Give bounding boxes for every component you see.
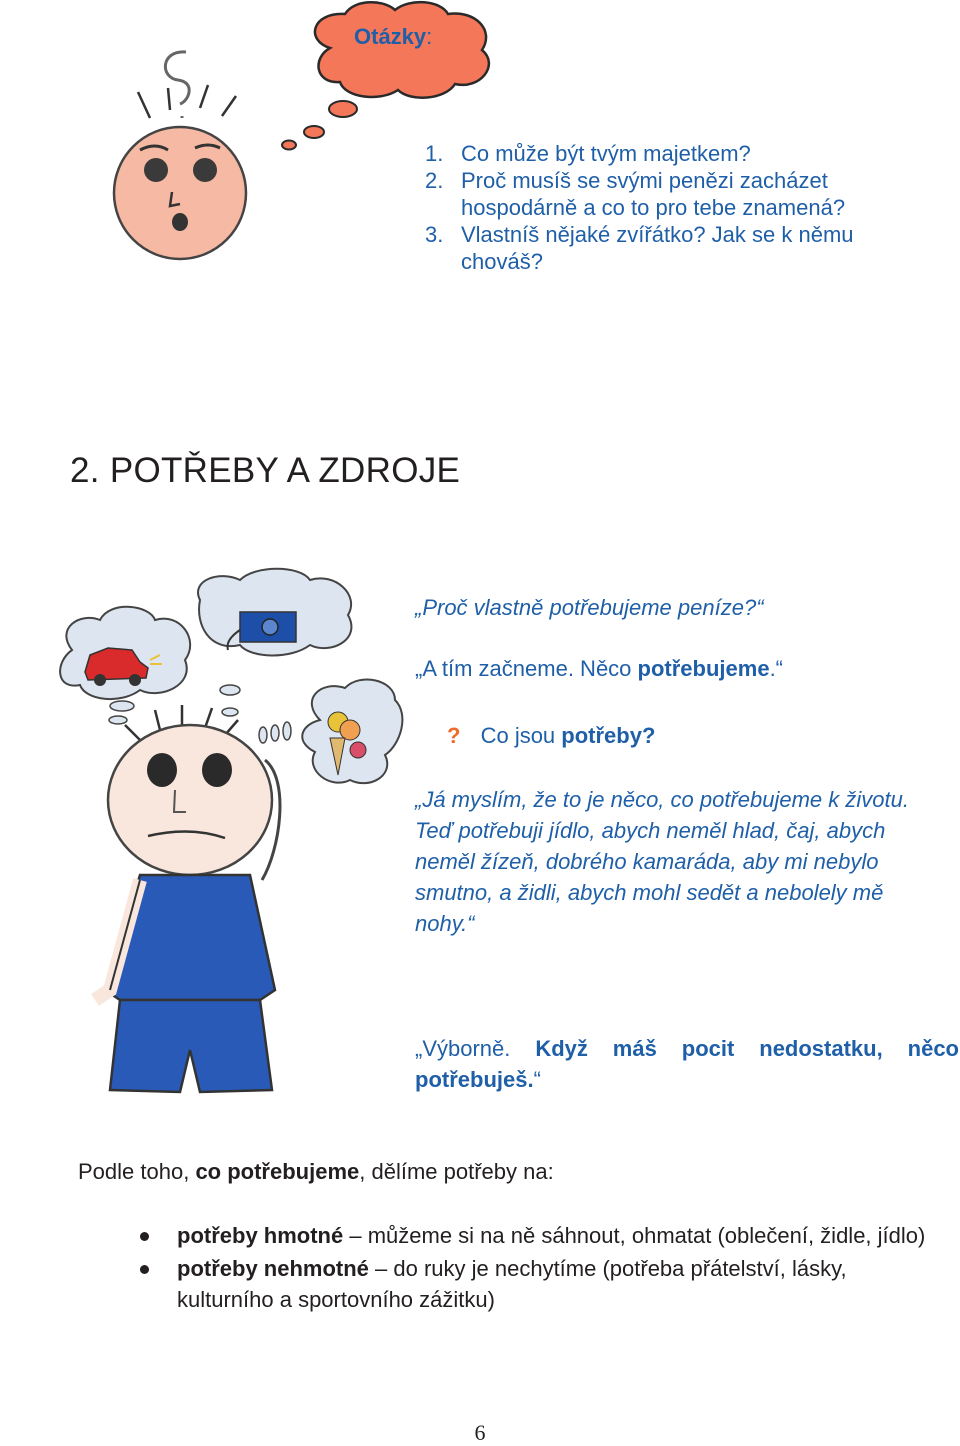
questions-title-colon: : [426, 24, 433, 49]
question-text: Vlastníš nějaké zvířátko? Jak se k němu chováš? [461, 222, 854, 274]
need-description: – můžeme si na ně sáhnout, ohmatat (oblečení, židle, jídlo) [343, 1223, 926, 1248]
question-item [425, 221, 895, 275]
need-term: potřeby hmotné [177, 1223, 344, 1248]
dialog-question-2 [447, 720, 655, 751]
need-description: – do ruky je nechytíme (potřeba přátelství, lásky, kulturního a sportovního zážitku) [177, 1256, 847, 1312]
question-text: Co může být tvým majetkem? [461, 141, 751, 166]
question-item [425, 167, 895, 221]
question-text: Proč musíš se svými penězi zacházet hospodárně a co to pro tebe znamená? [461, 168, 846, 220]
reply-bold-2: potřebuješ. [415, 1067, 534, 1092]
dialog-question-2-bold: potřeby? [561, 723, 656, 748]
question-number: 3. [425, 222, 444, 247]
intro-pre: Podle toho, [78, 1159, 196, 1184]
need-term: potřeby nehmotné [177, 1256, 369, 1281]
bullet-icon [140, 1232, 149, 1241]
boy-figure-illustration [60, 569, 402, 1092]
questions-bubble-title [354, 24, 432, 50]
needs-type-list [140, 1220, 930, 1317]
dialog-answer-1 [415, 653, 783, 684]
section-title: 2. POTŘEBY A ZDROJE [70, 451, 461, 491]
list-item [140, 1220, 930, 1251]
question-number: 1. [425, 141, 444, 166]
questions-title-text: Otázky [354, 24, 427, 49]
bullet-icon [140, 1265, 149, 1274]
question-list [425, 140, 895, 275]
intro-post: , dělíme potřeby na: [359, 1159, 554, 1184]
dialog-answer-1-pre: „A tím začneme. Něco [415, 656, 638, 681]
dialog-question-1: „Proč vlastně potřebujeme peníze?“ [415, 595, 764, 620]
intro-sentence [78, 1156, 554, 1187]
intro-bold: co potřebujeme [195, 1159, 360, 1184]
dialog-answer-1-post: .“ [769, 656, 784, 681]
dialog-question-2-pre: Co jsou [480, 723, 562, 748]
reply-bold-1: Když máš pocit nedostatku, něco [535, 1036, 959, 1061]
dialog-answer-1-bold: potřebujeme [637, 656, 770, 681]
reply-paragraph [415, 1033, 959, 1095]
kid-answer-paragraph: „Já myslím, že to je něco, co potřebujeme k životu. Teď potřebuji jídlo, abych neměl hlad, čaj, abych neměl žízeň, dobrého kamaráda, aby mi nebylo smutno, a židli, abych mohl sedět a nebolely mě nohy.“ [415, 787, 909, 936]
page-number: 6 [474, 1420, 486, 1445]
reply-post: “ [533, 1067, 541, 1092]
list-item [140, 1253, 930, 1315]
question-mark-icon: ? [447, 723, 461, 748]
question-number: 2. [425, 168, 444, 193]
thinking-boy-head-illustration [114, 52, 246, 259]
reply-pre: „Výborně. [415, 1036, 536, 1061]
reply-line-2 [415, 1064, 959, 1095]
reply-line-1 [415, 1033, 959, 1064]
question-item [425, 140, 895, 167]
